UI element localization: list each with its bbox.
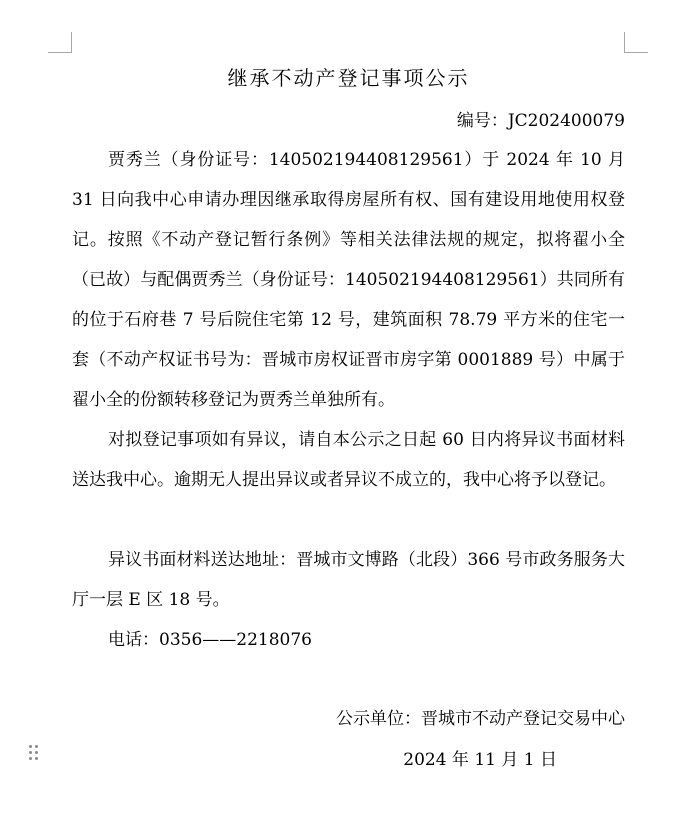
page-corner-mark-top-right	[624, 32, 648, 53]
paragraph-address: 异议书面材料送达地址：晋城市文博路（北段）366 号市政务服务大厅一层 E 区 18 号。	[72, 550, 625, 610]
drag-handle-icon[interactable]	[29, 745, 41, 761]
paragraph-objection: 对拟登记事项如有异议，请自本公示之日起 60 日内将异议书面材料送达我中心。逾期无人提出异议或者异议不成立的，我中心将予以登记。	[72, 430, 625, 490]
publish-date: 2024 年 11 月 1 日	[403, 750, 557, 770]
document-number: 编号：JC202400079	[456, 111, 625, 131]
paragraph-phone: 电话：0356——2218076	[108, 630, 312, 650]
paragraph-application: 贾秀兰（身份证号：140502194408129561）于 2024 年 10 月 31 日向我中心申请办理因继承取得房屋所有权、国有建设用地使用权登记。按照《不动产登记暂行条例》等相关法律法规的规定，拟将翟小全（已故）与配偶贾秀兰（身份证号：140502194408129561）共同所有的位于石府巷 7 号后院住宅第 12 号，建筑面积 78.79 平方米的住宅一套（不动产权证书号为：晋城市房权证晋市房字第 0001889 号）中属于翟小全的份额转移登记为贾秀兰单独所有。	[72, 150, 625, 410]
publishing-unit: 公示单位：晋城市不动产登记交易中心	[336, 709, 625, 729]
document-title: 继承不动产登记事项公示	[227, 66, 470, 90]
page-corner-mark-top-left	[48, 32, 72, 53]
